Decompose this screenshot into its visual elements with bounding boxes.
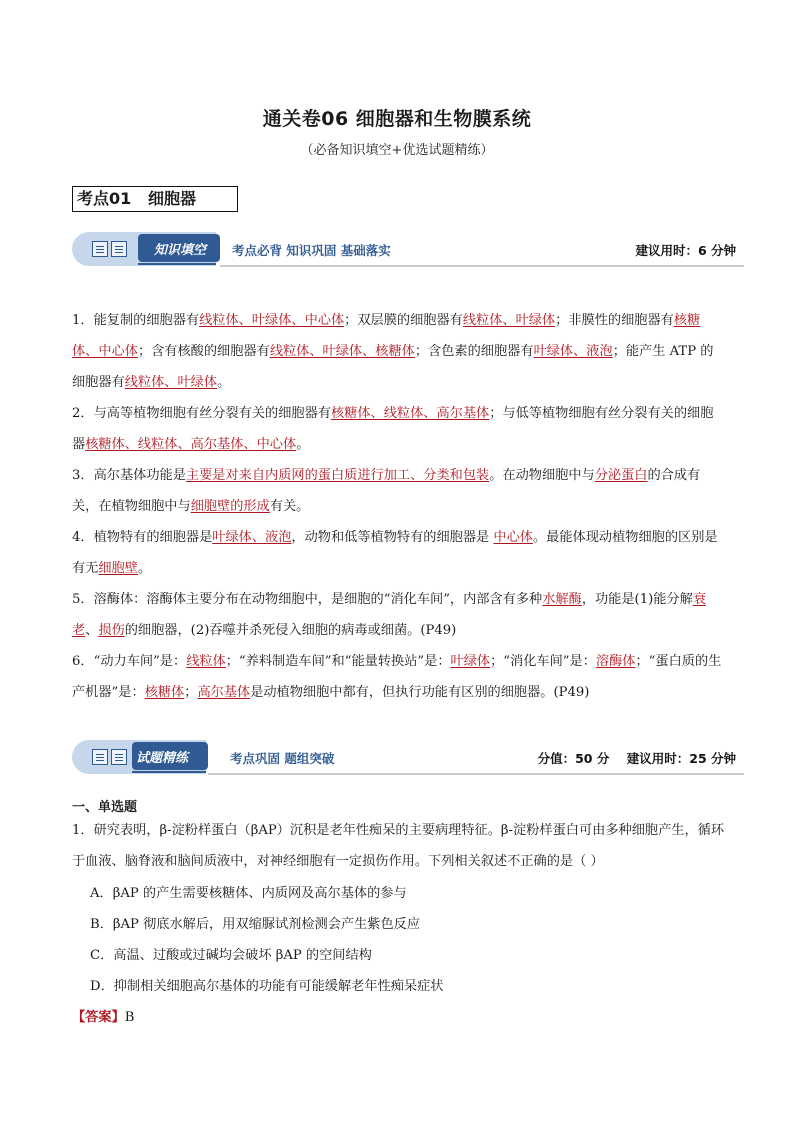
banner-badge-label: 知识填空 <box>154 243 207 258</box>
paragraph-text: 是动植物细胞中都有，但执行功能有区别的细胞器。(P49) <box>250 685 590 700</box>
banner-divider <box>208 773 744 775</box>
banner-divider <box>220 265 744 267</box>
answer-blank: 线粒体、叶绿体、核糖体 <box>269 344 415 359</box>
paragraph-text: 。最能体现动植物细胞的区别是有无 <box>72 530 718 576</box>
knowledge-item-1 <box>72 305 724 398</box>
answer-blank: 核糖体、线粒体、高尔基体、中心体 <box>85 437 297 452</box>
paragraph-text: 的细胞器，(2)吞噬并杀死侵入细胞的病毒或细菌。(P49) <box>124 623 457 638</box>
paragraph-text: ；含色素的细胞器有 <box>414 344 534 359</box>
question-stem: 1．研究表明，β-淀粉样蛋白（βAP）沉积是老年性痴呆的主要病理特征。β-淀粉样蛋白可由多种细胞产生，循环于血液、脑脊液和脑间质液中，对神经细胞有一定损伤作用。下列相关叙述不正确的是（ ） <box>72 823 725 869</box>
paragraph-text: ；“养料制造车间”和“能量转换站”是： <box>225 654 451 669</box>
paragraph-text: ；“蛋白质的生产机器”是： <box>72 654 722 700</box>
knowledge-item-4 <box>72 522 724 584</box>
answer-blank: 中心体 <box>493 530 533 545</box>
answer-blank: 细胞壁 <box>98 561 138 576</box>
paragraph-text: ； <box>184 685 198 700</box>
answer-blank: 分泌蛋白 <box>594 468 648 483</box>
answer-blank: 核糖体、线粒体、高尔基体 <box>330 406 490 421</box>
paragraph-text: ；双层膜的细胞器有 <box>344 313 463 328</box>
paragraph-text: 。 <box>217 375 231 390</box>
paragraph-text: 6．“动力车间”是： <box>72 654 187 669</box>
question-option-b: B．βAP 彻底水解后，用双缩脲试剂检测会产生紫色反应 <box>90 917 421 932</box>
page-title: 通关卷06 细胞器和生物膜系统 <box>262 108 532 130</box>
answer-blank: 叶绿体 <box>450 654 491 669</box>
answer-blank: 叶绿体、液泡 <box>533 344 613 359</box>
banner-middle-text: 考点巩固 题组突破 <box>230 751 335 766</box>
answer-blank: 衰老 <box>72 592 706 638</box>
knowledge-item-2 <box>72 398 724 460</box>
book-icon <box>92 241 130 257</box>
answer-blank: 细胞壁的形成 <box>190 499 270 514</box>
book-icon <box>92 749 130 765</box>
paragraph-text: ；能产生 ATP 的细胞器有 <box>72 344 714 390</box>
paragraph-text: ；非膜性的细胞器有 <box>555 313 674 328</box>
paragraph-text: 5．溶酶体：溶酶体主要分布在动物细胞中，是细胞的“消化车间”，内部含有多种 <box>72 592 543 607</box>
question-option-d: D．抑制相关细胞高尔基体的功能有可能缓解老年性痴呆症状 <box>90 979 444 994</box>
paragraph-text: 。在动物细胞中与 <box>489 468 595 483</box>
paragraph-text: 的合成有关，在植物细胞中与 <box>72 468 701 514</box>
banner-knowledge-fill <box>72 232 744 266</box>
paragraph-text: 1．能复制的细胞器有 <box>72 313 200 328</box>
paragraph-text: ，动物和低等植物特有的细胞器是 <box>291 530 494 545</box>
answer-blank: 主要是对来自内质网的蛋白质进行加工、分类和包装 <box>185 468 490 483</box>
knowledge-item-5 <box>72 584 724 646</box>
section-single-choice: 一、单选题 <box>72 800 138 815</box>
paragraph-text: 3．高尔基体功能是 <box>72 468 186 483</box>
banner-accent-rule <box>138 263 216 265</box>
banner-accent-rule <box>132 771 206 773</box>
knowledge-item-3 <box>72 460 724 522</box>
answer-blank: 线粒体、叶绿体 <box>462 313 556 328</box>
answer-blank: 核糖体 <box>144 685 185 700</box>
answer-value: B <box>124 1010 135 1025</box>
question-option-c: C．高温、过酸或过碱均会破坏 βAP 的空间结构 <box>90 948 372 963</box>
knowledge-item-6 <box>72 646 724 708</box>
paragraph-text: ；与低等植物细胞有丝分裂有关的细胞器 <box>72 406 714 452</box>
banner-time-text: 建议用时：6 分钟 <box>635 243 736 258</box>
paragraph-text: 、 <box>85 623 99 638</box>
paragraph-text: ，功能是(1)能分解 <box>581 592 693 607</box>
answer-blank: 溶酶体 <box>595 654 636 669</box>
paragraph-text: 有关。 <box>269 499 310 514</box>
answer-blank: 损伤 <box>98 623 125 638</box>
answer-blank: 叶绿体、液泡 <box>212 530 292 545</box>
answer-blank: 核糖体、中心体 <box>72 313 701 359</box>
answer-tag: 【答案】 <box>72 1010 125 1025</box>
banner-exercises <box>72 740 744 774</box>
paragraph-text: 2．与高等植物细胞有丝分裂有关的细胞器有 <box>72 406 331 421</box>
banner-score-time-text: 分值：50 分 建议用时：25 分钟 <box>537 751 736 766</box>
page-subtitle: （必备知识填空+优选试题精练） <box>300 143 494 158</box>
answer-blank: 线粒体、叶绿体、中心体 <box>199 313 345 328</box>
paragraph-text: 4．植物特有的细胞器是 <box>72 530 213 545</box>
paragraph-text: 。 <box>137 561 152 576</box>
answer-blank: 线粒体、叶绿体 <box>124 375 218 390</box>
banner-middle-text: 考点必背 知识巩固 基础落实 <box>232 243 391 258</box>
answer-blank: 高尔基体 <box>197 685 251 700</box>
paragraph-text: 。 <box>296 437 310 452</box>
paragraph-text: ；含有核酸的细胞器有 <box>137 344 270 359</box>
answer-blank: 线粒体 <box>186 654 226 669</box>
paragraph-text: ；“消化车间”是： <box>490 654 596 669</box>
banner-badge-label: 试题精练 <box>136 751 189 766</box>
section-heading-kaodian: 考点01 细胞器 <box>72 186 238 212</box>
question-option-a: A．βAP 的产生需要核糖体、内质网及高尔基体的参与 <box>90 886 407 901</box>
answer-line <box>72 1006 134 1025</box>
answer-blank: 水解酶 <box>542 592 582 607</box>
